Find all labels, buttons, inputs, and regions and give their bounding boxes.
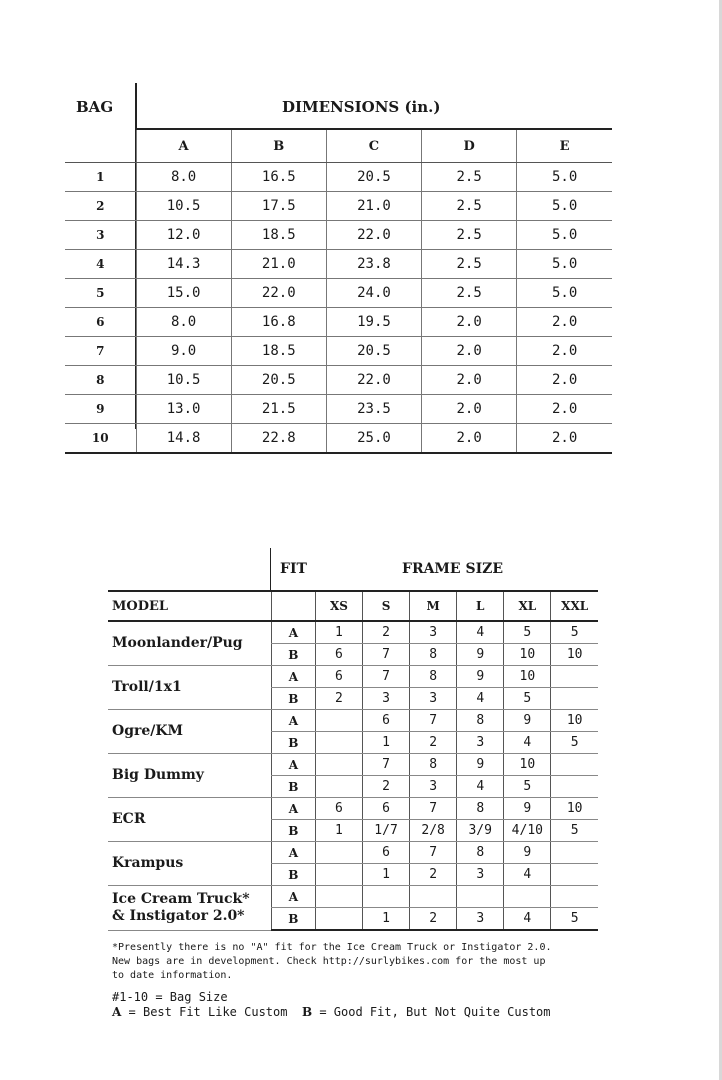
dimensions-row [65, 192, 612, 221]
dimensions-row [65, 221, 612, 250]
column-header: B [231, 129, 326, 163]
dimension-cell: 21.5 [231, 395, 326, 424]
dimension-cell: 16.5 [231, 163, 326, 192]
dimensions-row [65, 308, 612, 337]
dimension-cell: 23.8 [326, 250, 421, 279]
bag-size-cell: 2 [410, 864, 457, 886]
dimensions-row [65, 337, 612, 366]
legend-bag-size: #1-10 = Bag Size [112, 990, 228, 1004]
bag-size-cell: 8 [457, 842, 504, 864]
bag-size-cell [551, 776, 598, 798]
bag-size-cell: 9 [504, 798, 551, 820]
fit-table [108, 590, 598, 931]
bag-number: 4 [65, 250, 136, 279]
bag-size-cell [315, 908, 362, 931]
bag-size-cell [363, 886, 410, 908]
bag-column-header [65, 129, 136, 163]
bag-size-cell [551, 864, 598, 886]
bag-size-cell [315, 886, 362, 908]
bag-size-cell: 5 [504, 688, 551, 710]
bag-size-cell [315, 710, 362, 732]
dimension-cell: 18.5 [231, 221, 326, 250]
dimension-cell: 5.0 [517, 279, 612, 308]
model-name: Moonlander/Pug [108, 621, 271, 666]
column-header: A [136, 129, 231, 163]
dimension-cell: 20.5 [326, 163, 421, 192]
bag-number: 7 [65, 337, 136, 366]
bag-size-cell: 2 [410, 908, 457, 931]
fit-grade: B [271, 732, 315, 754]
frame-size-header: FRAME SIZE [402, 561, 504, 577]
dimension-cell: 2.0 [517, 424, 612, 454]
bag-size-cell [457, 886, 504, 908]
dimension-cell: 23.5 [326, 395, 421, 424]
dimension-cell: 22.8 [231, 424, 326, 454]
bag-size-cell [315, 842, 362, 864]
fit-row [108, 886, 598, 908]
dimensions-header-row [65, 129, 612, 163]
bag-size-cell: 1 [363, 732, 410, 754]
size-header: S [363, 591, 410, 621]
fit-grade: B [271, 776, 315, 798]
bag-size-cell [504, 886, 551, 908]
bag-size-cell: 3 [363, 688, 410, 710]
fit-column-header [271, 591, 315, 621]
fit-grade: B [271, 644, 315, 666]
dimension-cell: 14.8 [136, 424, 231, 454]
dimension-cell: 18.5 [231, 337, 326, 366]
legend [112, 990, 551, 1020]
bag-size-cell: 2 [315, 688, 362, 710]
bag-number: 2 [65, 192, 136, 221]
bag-size-cell: 10 [551, 644, 598, 666]
bag-size-cell: 3 [457, 864, 504, 886]
footnote-line: New bags are in development. Check http://surlybikes.com for the most up [112, 956, 546, 967]
fit-grade: B [271, 820, 315, 842]
dimension-cell: 15.0 [136, 279, 231, 308]
bag-size-cell [410, 886, 457, 908]
dimension-cell: 22.0 [326, 221, 421, 250]
fit-row [108, 666, 598, 688]
dimension-cell: 21.0 [231, 250, 326, 279]
dimension-cell: 19.5 [326, 308, 421, 337]
dimension-cell: 16.8 [231, 308, 326, 337]
model-name: Big Dummy [108, 754, 271, 798]
bag-size-cell: 8 [410, 666, 457, 688]
bag-number: 10 [65, 424, 136, 454]
dimension-cell: 24.0 [326, 279, 421, 308]
bag-size-cell: 10 [504, 666, 551, 688]
dimension-cell: 8.0 [136, 308, 231, 337]
model-name: Krampus [108, 842, 271, 886]
dimensions-header: DIMENSIONS (in.) [282, 98, 441, 116]
dimension-cell: 25.0 [326, 424, 421, 454]
bag-size-cell: 1 [363, 908, 410, 931]
fit-grade: B [271, 864, 315, 886]
model-name: Troll/1x1 [108, 666, 271, 710]
size-header: L [457, 591, 504, 621]
bag-size-cell: 1 [363, 864, 410, 886]
fit-grade: A [271, 754, 315, 776]
model-name [108, 886, 271, 931]
bag-size-cell: 7 [363, 754, 410, 776]
bag-size-cell: 4 [504, 908, 551, 931]
dimension-cell: 2.5 [422, 192, 517, 221]
dimensions-row [65, 366, 612, 395]
dimension-cell: 2.0 [422, 308, 517, 337]
bag-size-cell: 5 [551, 820, 598, 842]
bag-size-cell [551, 842, 598, 864]
bag-size-cell: 10 [504, 644, 551, 666]
column-header: E [517, 129, 612, 163]
fit-row [108, 842, 598, 864]
bag-size-cell: 3 [410, 621, 457, 644]
bag-size-cell: 9 [457, 754, 504, 776]
bag-size-cell [551, 666, 598, 688]
dimension-cell: 5.0 [517, 192, 612, 221]
bag-size-cell: 3/9 [457, 820, 504, 842]
dimension-cell: 22.0 [231, 279, 326, 308]
bag-size-cell: 2 [363, 776, 410, 798]
dimension-cell: 2.5 [422, 250, 517, 279]
bag-size-cell: 6 [363, 798, 410, 820]
bag-size-cell: 2 [363, 621, 410, 644]
dimension-cell: 5.0 [517, 163, 612, 192]
bag-size-cell [315, 732, 362, 754]
dimension-cell: 9.0 [136, 337, 231, 366]
dimension-cell: 8.0 [136, 163, 231, 192]
bag-size-cell: 7 [363, 644, 410, 666]
bag-size-cell: 8 [410, 754, 457, 776]
bag-size-cell: 6 [315, 666, 362, 688]
bag-size-cell: 6 [315, 798, 362, 820]
model-name: Ogre/KM [108, 710, 271, 754]
bag-size-cell: 3 [457, 732, 504, 754]
bag-size-cell: 7 [410, 798, 457, 820]
dimension-cell: 10.5 [136, 366, 231, 395]
dimension-cell: 13.0 [136, 395, 231, 424]
fit-grade: A [271, 842, 315, 864]
dimension-cell: 20.5 [231, 366, 326, 395]
fit-grade: A [271, 666, 315, 688]
bag-size-cell: 8 [410, 644, 457, 666]
bag-size-cell [551, 886, 598, 908]
footnote-line: *Presently there is no "A" fit for the Ice Cream Truck or Instigator 2.0. [112, 942, 552, 953]
size-header: M [410, 591, 457, 621]
legend-b-text: = Good Fit, But Not Quite Custom [312, 1005, 551, 1019]
bag-number: 6 [65, 308, 136, 337]
bag-size-cell: 1 [315, 820, 362, 842]
fit-grade: B [271, 908, 315, 931]
fit-grade: A [271, 886, 315, 908]
model-header: MODEL [108, 591, 271, 621]
size-header: XS [315, 591, 362, 621]
bag-size-cell: 1/7 [363, 820, 410, 842]
dimension-cell: 2.5 [422, 279, 517, 308]
dimensions-row [65, 395, 612, 424]
bag-size-cell: 2/8 [410, 820, 457, 842]
bag-size-cell: 5 [551, 621, 598, 644]
dimension-cell: 2.5 [422, 163, 517, 192]
dimension-cell: 2.0 [517, 337, 612, 366]
bag-size-cell: 8 [457, 798, 504, 820]
legend-fit-key [112, 1005, 551, 1020]
bag-size-cell: 4 [457, 688, 504, 710]
bag-size-cell: 9 [504, 710, 551, 732]
dimensions-row [65, 163, 612, 192]
bag-size-cell: 10 [504, 754, 551, 776]
bag-size-cell: 8 [457, 710, 504, 732]
dimension-cell: 2.0 [517, 308, 612, 337]
bag-size-cell: 4 [457, 776, 504, 798]
dimension-cell: 2.0 [517, 366, 612, 395]
dimension-cell: 2.0 [422, 395, 517, 424]
bag-size-cell: 5 [504, 621, 551, 644]
legend-a-text: = Best Fit Like Custom [121, 1005, 288, 1019]
dimension-cell: 20.5 [326, 337, 421, 366]
model-name-line: & Instigator 2.0* [112, 907, 245, 924]
bag-size-cell: 5 [551, 732, 598, 754]
bag-size-cell: 7 [410, 710, 457, 732]
footnotes [112, 941, 632, 983]
bag-header: BAG [76, 98, 114, 116]
bag-size-cell: 4 [457, 621, 504, 644]
bag-size-cell: 3 [410, 688, 457, 710]
dimension-cell: 21.0 [326, 192, 421, 221]
dimension-cell: 2.0 [422, 366, 517, 395]
bag-number: 8 [65, 366, 136, 395]
model-name: ECR [108, 798, 271, 842]
dimension-cell: 10.5 [136, 192, 231, 221]
model-name-line: Ice Cream Truck* [112, 890, 250, 907]
legend-a-key: A [112, 1005, 122, 1019]
bag-number: 3 [65, 221, 136, 250]
dimensions-table [65, 128, 612, 454]
dimensions-row [65, 279, 612, 308]
bag-size-cell [551, 754, 598, 776]
bag-number: 9 [65, 395, 136, 424]
fit-header-row [108, 591, 598, 621]
bag-size-cell: 9 [504, 842, 551, 864]
fit-row [108, 754, 598, 776]
column-header: C [326, 129, 421, 163]
dimension-cell: 12.0 [136, 221, 231, 250]
bag-size-cell: 3 [410, 776, 457, 798]
bag-size-cell [551, 688, 598, 710]
bag-size-cell [315, 754, 362, 776]
footnote-line: to date information. [112, 970, 233, 981]
dimension-cell: 2.5 [422, 221, 517, 250]
bag-size-cell: 9 [457, 644, 504, 666]
fit-header: FIT [280, 561, 307, 577]
fit-grade: A [271, 798, 315, 820]
column-header: D [422, 129, 517, 163]
dimension-cell: 17.5 [231, 192, 326, 221]
dimension-cell: 5.0 [517, 250, 612, 279]
bag-size-cell: 10 [551, 710, 598, 732]
bag-size-cell: 6 [315, 644, 362, 666]
dimension-cell: 2.0 [517, 395, 612, 424]
bag-size-cell: 6 [363, 710, 410, 732]
dimensions-row [65, 424, 612, 454]
bag-size-cell [315, 776, 362, 798]
bag-size-cell: 6 [363, 842, 410, 864]
dimension-cell: 2.0 [422, 424, 517, 454]
bag-size-cell: 4/10 [504, 820, 551, 842]
bag-size-cell: 10 [551, 798, 598, 820]
dimension-cell: 22.0 [326, 366, 421, 395]
dimensions-row [65, 250, 612, 279]
bag-size-cell: 4 [504, 732, 551, 754]
bag-size-cell: 3 [457, 908, 504, 931]
bag-number: 5 [65, 279, 136, 308]
fit-row [108, 798, 598, 820]
bag-size-cell: 7 [410, 842, 457, 864]
bag-size-cell: 4 [504, 864, 551, 886]
bag-size-cell [315, 864, 362, 886]
fit-row [108, 621, 598, 644]
dimension-cell: 2.0 [422, 337, 517, 366]
fit-grade: B [271, 688, 315, 710]
fit-row [108, 710, 598, 732]
fit-divider [270, 548, 271, 590]
bag-number: 1 [65, 163, 136, 192]
size-header: XL [504, 591, 551, 621]
bag-size-cell: 5 [551, 908, 598, 931]
bag-size-cell: 2 [410, 732, 457, 754]
dimension-cell: 5.0 [517, 221, 612, 250]
dimension-cell: 14.3 [136, 250, 231, 279]
fit-grade: A [271, 621, 315, 644]
bag-size-cell: 9 [457, 666, 504, 688]
fit-grade: A [271, 710, 315, 732]
bag-size-cell: 7 [363, 666, 410, 688]
bag-size-cell: 5 [504, 776, 551, 798]
legend-b-key: B [301, 1005, 313, 1019]
bag-size-cell: 1 [315, 621, 362, 644]
size-header: XXL [551, 591, 598, 621]
